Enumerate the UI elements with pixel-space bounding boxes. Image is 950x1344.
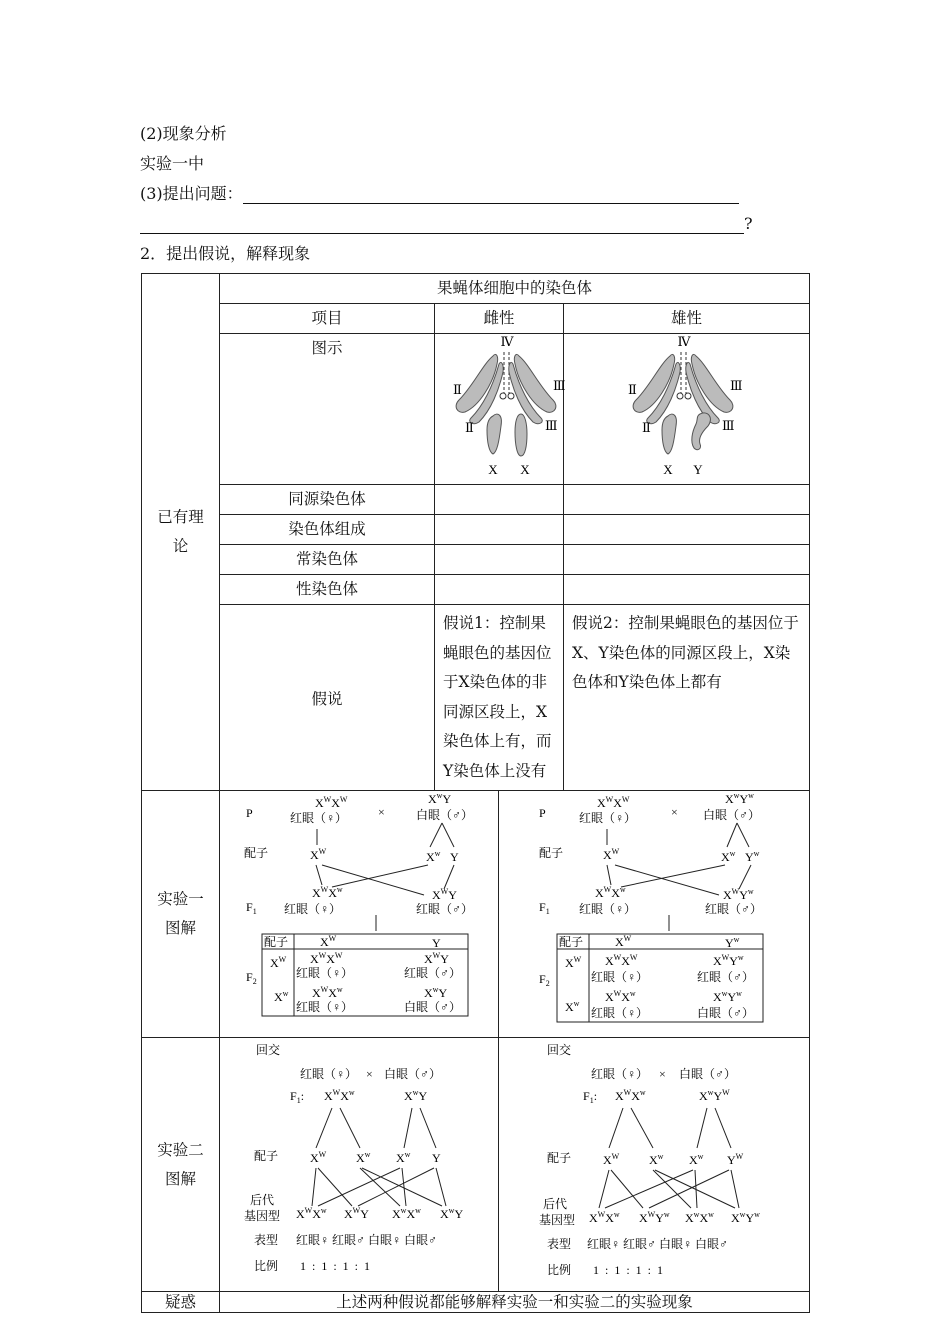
label-iv-female: Ⅳ [500, 334, 514, 349]
p-female-genotype: $X^WX^W$ [315, 795, 348, 810]
exp2-diagram-h1 [220, 1038, 499, 1292]
cell-sex-male[interactable] [564, 575, 810, 605]
answer-blank-2[interactable] [140, 219, 744, 234]
bc-o4-h2: $X^wY^w$ [731, 1210, 760, 1225]
label-y-male: Y [693, 462, 703, 477]
left-doubt: 疑惑 [142, 1292, 220, 1313]
question-mark: ? [744, 214, 753, 233]
bc-phenotype-row-h2: 红眼♀ 红眼♂ 白眼♀ 白眼♂ [587, 1237, 729, 1251]
f1-male-genotype: $X^WY$ [432, 887, 457, 902]
p-label: P [246, 806, 253, 820]
left-exp2: 实验二图解 [142, 1038, 220, 1292]
p-female-genotype-h2: $X^WX^W$ [597, 795, 630, 810]
cell-autosome-male[interactable] [564, 545, 810, 575]
bc-phenotype-row: 红眼♀ 红眼♂ 白眼♀ 白眼♂ [296, 1233, 438, 1247]
bc-g2: $X^w$ [356, 1150, 371, 1165]
left-theory-cell: 已有理论 [142, 274, 220, 791]
f2-c11-pheno: 红眼（♀） [296, 966, 354, 980]
backcross-label: 回交 [256, 1043, 281, 1057]
doubt-text: 上述两种假说都能够解释实验一和实验二的实验现象 [220, 1292, 810, 1313]
gamete-y: Y [450, 850, 459, 864]
question-line-2 [140, 214, 753, 234]
bc-female-pheno: 红眼（♀） [300, 1067, 358, 1081]
bc-o3: $X^wX^w$ [392, 1206, 421, 1221]
backcross-label-h2: 回交 [547, 1043, 572, 1057]
bc-g1: $X^W$ [310, 1150, 327, 1165]
bc-female-genotype-h2: $X^WX^w$ [615, 1088, 646, 1103]
answer-blank-1[interactable] [243, 189, 739, 204]
bc-g2-h2: $X^w$ [649, 1152, 664, 1167]
gamete-label: 配子 [244, 846, 269, 860]
row-diagram: 图示 [220, 334, 435, 485]
p-male-genotype-h2: $X^wY^w$ [725, 791, 754, 806]
row-composition: 染色体组成 [220, 515, 435, 545]
col-item: 项目 [220, 304, 435, 334]
f2-gamete-header: 配子 [264, 935, 289, 949]
bc-offspring-label-2-h2: 基因型 [539, 1213, 576, 1227]
hypothesis-2: 假说2：控制果蝇眼色的基因位于X、Y染色体的同源区段上，X染色体和Y染色体上都有 [564, 605, 810, 791]
f2-row-xw-h2: $X^W$ [565, 955, 582, 970]
left-exp1: 实验一图解 [142, 791, 220, 1038]
bc-gamete-label: 配子 [254, 1149, 279, 1163]
gamete-yw-h2: $Y^w$ [745, 849, 760, 864]
bc-f1-label-h2: $F_1$: [583, 1089, 598, 1105]
f1-male-genotype-h2: $X^WY^w$ [723, 887, 754, 902]
f2-label: $F_2$ [246, 970, 257, 986]
f2-label-h2: $F_2$ [539, 972, 550, 988]
left-hypothesis: 假说 [220, 605, 435, 791]
f2-c22-pheno: 白眼（♂） [404, 1000, 462, 1014]
bc-offspring-label: 后代 [250, 1193, 275, 1207]
cell-sex-female[interactable] [435, 575, 564, 605]
section-heading-hypothesis: 2．提出假说，解释现象 [140, 244, 311, 263]
exp1-diagram-h2 [499, 791, 810, 1038]
f2-c22-pheno-h2: 白眼（♂） [697, 1006, 755, 1020]
f2-c11-pheno-h2: 红眼（♀） [591, 970, 649, 984]
p-male-genotype: $X^wY$ [428, 791, 452, 806]
label-x2-female: X [520, 462, 530, 477]
cell-composition-female[interactable] [435, 515, 564, 545]
bc-male-pheno-h2: 白眼（♂） [679, 1067, 737, 1081]
bc-g1-h2: $X^W$ [603, 1152, 620, 1167]
cross-symbol: × [378, 805, 385, 819]
bc-male-pheno: 白眼（♂） [384, 1067, 442, 1081]
bc-phenotype-label: 表型 [254, 1233, 279, 1247]
f1-female-pheno: 红眼（♀） [284, 902, 342, 916]
col-female: 雌性 [435, 304, 564, 334]
f2-c21: $X^WX^w$ [312, 985, 343, 1000]
bc-ratio-label-h2: 比例 [547, 1263, 572, 1277]
row-homologous: 同源染色体 [220, 485, 435, 515]
p-female-pheno-h2: 红眼（♀） [579, 811, 637, 825]
bc-cross-h2: × [659, 1067, 666, 1081]
f2-row-xw2-h2: $X^w$ [565, 999, 580, 1014]
section-heading-phenomenon: (2)现象分析 [140, 124, 227, 143]
chrom-y-male [692, 413, 711, 450]
cross-symbol-h2: × [671, 805, 678, 819]
bc-o2-h2: $X^WY^w$ [639, 1210, 670, 1225]
f2-c11: $X^WX^W$ [310, 951, 343, 966]
bc-phenotype-label-h2: 表型 [547, 1237, 572, 1251]
exp2-diagram-h2 [499, 1038, 810, 1292]
gamete-label-h2: 配子 [539, 846, 564, 860]
label-x1-female: X [488, 462, 498, 477]
f1-female-genotype-h2: $X^WX^w$ [595, 885, 626, 900]
label-iii-male: Ⅲ [730, 378, 743, 393]
label-ii-male-2: Ⅱ [642, 420, 651, 435]
bc-f1-label: $F_1$: [290, 1089, 305, 1105]
bc-o2: $X^WY$ [344, 1206, 369, 1221]
label-iv-male: Ⅳ [677, 334, 691, 349]
bc-male-genotype-h2: $X^wY^W$ [699, 1088, 730, 1103]
bc-o1-h2: $X^WX^w$ [589, 1210, 620, 1225]
label-ii-female-2: Ⅱ [465, 420, 474, 435]
hypothesis-1: 假说1：控制果蝇眼色的基因位于X染色体的非同源区段上，X染色体上有，而Y染色体上没有 [435, 605, 564, 791]
bc-ratio-label: 比例 [254, 1259, 279, 1273]
gamete-xw-h2: $X^W$ [603, 847, 620, 862]
f2-c21-h2: $X^WX^w$ [605, 989, 636, 1004]
label-ii-male: Ⅱ [628, 382, 637, 397]
bc-gamete-label-h2: 配子 [547, 1151, 572, 1165]
cell-composition-male[interactable] [564, 515, 810, 545]
label-iii-male-2: Ⅲ [722, 418, 735, 433]
bc-female-pheno-h2: 红眼（♀） [591, 1067, 649, 1081]
p-male-pheno: 白眼（♂） [416, 808, 474, 822]
f2-c21-pheno-h2: 红眼（♀） [591, 1006, 649, 1020]
bc-o1: $X^WX^w$ [296, 1206, 327, 1221]
chrom-x-b [515, 414, 527, 456]
row-sex-chrom: 性染色体 [220, 575, 435, 605]
f2-c12: $X^WY$ [424, 951, 449, 966]
female-karyotype [435, 334, 564, 485]
bc-female-genotype: $X^WX^w$ [324, 1088, 355, 1103]
cell-homologous-male[interactable] [564, 485, 810, 515]
row-autosome: 常染色体 [220, 545, 435, 575]
bc-g4-h2: $Y^W$ [727, 1152, 744, 1167]
male-karyotype [564, 334, 810, 485]
f2-c12-h2: $X^WY^w$ [713, 953, 744, 968]
f2-c11-h2: $X^WX^W$ [605, 953, 638, 968]
label-ii-female: Ⅱ [453, 382, 462, 397]
bc-ratio-row: 1 : 1 : 1 : 1 [300, 1259, 371, 1273]
bc-ratio-row-h2: 1 : 1 : 1 : 1 [593, 1263, 664, 1277]
label-x-male: X [663, 462, 673, 477]
f2-row-xw: $X^W$ [270, 955, 287, 970]
chrom-x-a [487, 414, 501, 454]
f2-c22-h2: $X^wY^w$ [713, 989, 742, 1004]
f2-col-xw: $X^W$ [320, 934, 337, 949]
f2-gamete-header-h2: 配子 [559, 935, 584, 949]
main-table [141, 273, 810, 1313]
bc-offspring-label-2: 基因型 [244, 1209, 281, 1223]
label-iii-female-2: Ⅲ [545, 418, 558, 433]
f2-row-xw2: $X^w$ [274, 989, 289, 1004]
label-iii-female: Ⅲ [553, 378, 566, 393]
bc-o3-h2: $X^wX^w$ [685, 1210, 714, 1225]
f1-male-pheno-h2: 红眼（♂） [705, 902, 763, 916]
table-title: 果蝇体细胞中的染色体 [220, 274, 810, 304]
bc-cross: × [366, 1067, 373, 1081]
f2-c12-pheno: 红眼（♂） [404, 966, 462, 980]
cell-autosome-female[interactable] [435, 545, 564, 575]
bc-g3: $X^w$ [396, 1150, 411, 1165]
bc-offspring-label-h2: 后代 [543, 1197, 568, 1211]
exp1-text: 实验一中 [140, 154, 205, 173]
p-female-pheno: 红眼（♀） [290, 811, 348, 825]
exp1-diagram-h1 [220, 791, 499, 1038]
f1-female-genotype: $X^WX^w$ [312, 885, 343, 900]
bc-g3-h2: $X^w$ [689, 1152, 704, 1167]
f2-c22: $X^wY$ [424, 985, 448, 1000]
f1-male-pheno: 红眼（♂） [416, 902, 474, 916]
bc-g4: Y [432, 1151, 441, 1165]
p-label-h2: P [539, 806, 546, 820]
bc-o4: $X^wY$ [440, 1206, 464, 1221]
f2-col-xw-h2: $X^W$ [615, 934, 632, 949]
chrom-x-male [662, 414, 676, 454]
bc-male-genotype: $X^wY$ [404, 1088, 428, 1103]
f1-label: $F_1$ [246, 900, 257, 916]
p-male-pheno-h2: 白眼（♂） [703, 808, 761, 822]
gamete-xw-male: $X^w$ [426, 849, 441, 864]
f2-c21-pheno: 红眼（♀） [296, 1000, 354, 1014]
f2-col-yw-h2: $Y^w$ [725, 935, 740, 950]
f2-col-y: Y [432, 936, 441, 950]
question-label: (3)提出问题： [140, 184, 243, 203]
col-male: 雄性 [564, 304, 810, 334]
gamete-xw: $X^W$ [310, 847, 327, 862]
gamete-xw-male-h2: $X^w$ [721, 849, 736, 864]
f1-female-pheno-h2: 红眼（♀） [579, 902, 637, 916]
cell-homologous-female[interactable] [435, 485, 564, 515]
f1-label-h2: $F_1$ [539, 900, 550, 916]
f2-c12-pheno-h2: 红眼（♂） [697, 970, 755, 984]
question-line [140, 184, 739, 204]
